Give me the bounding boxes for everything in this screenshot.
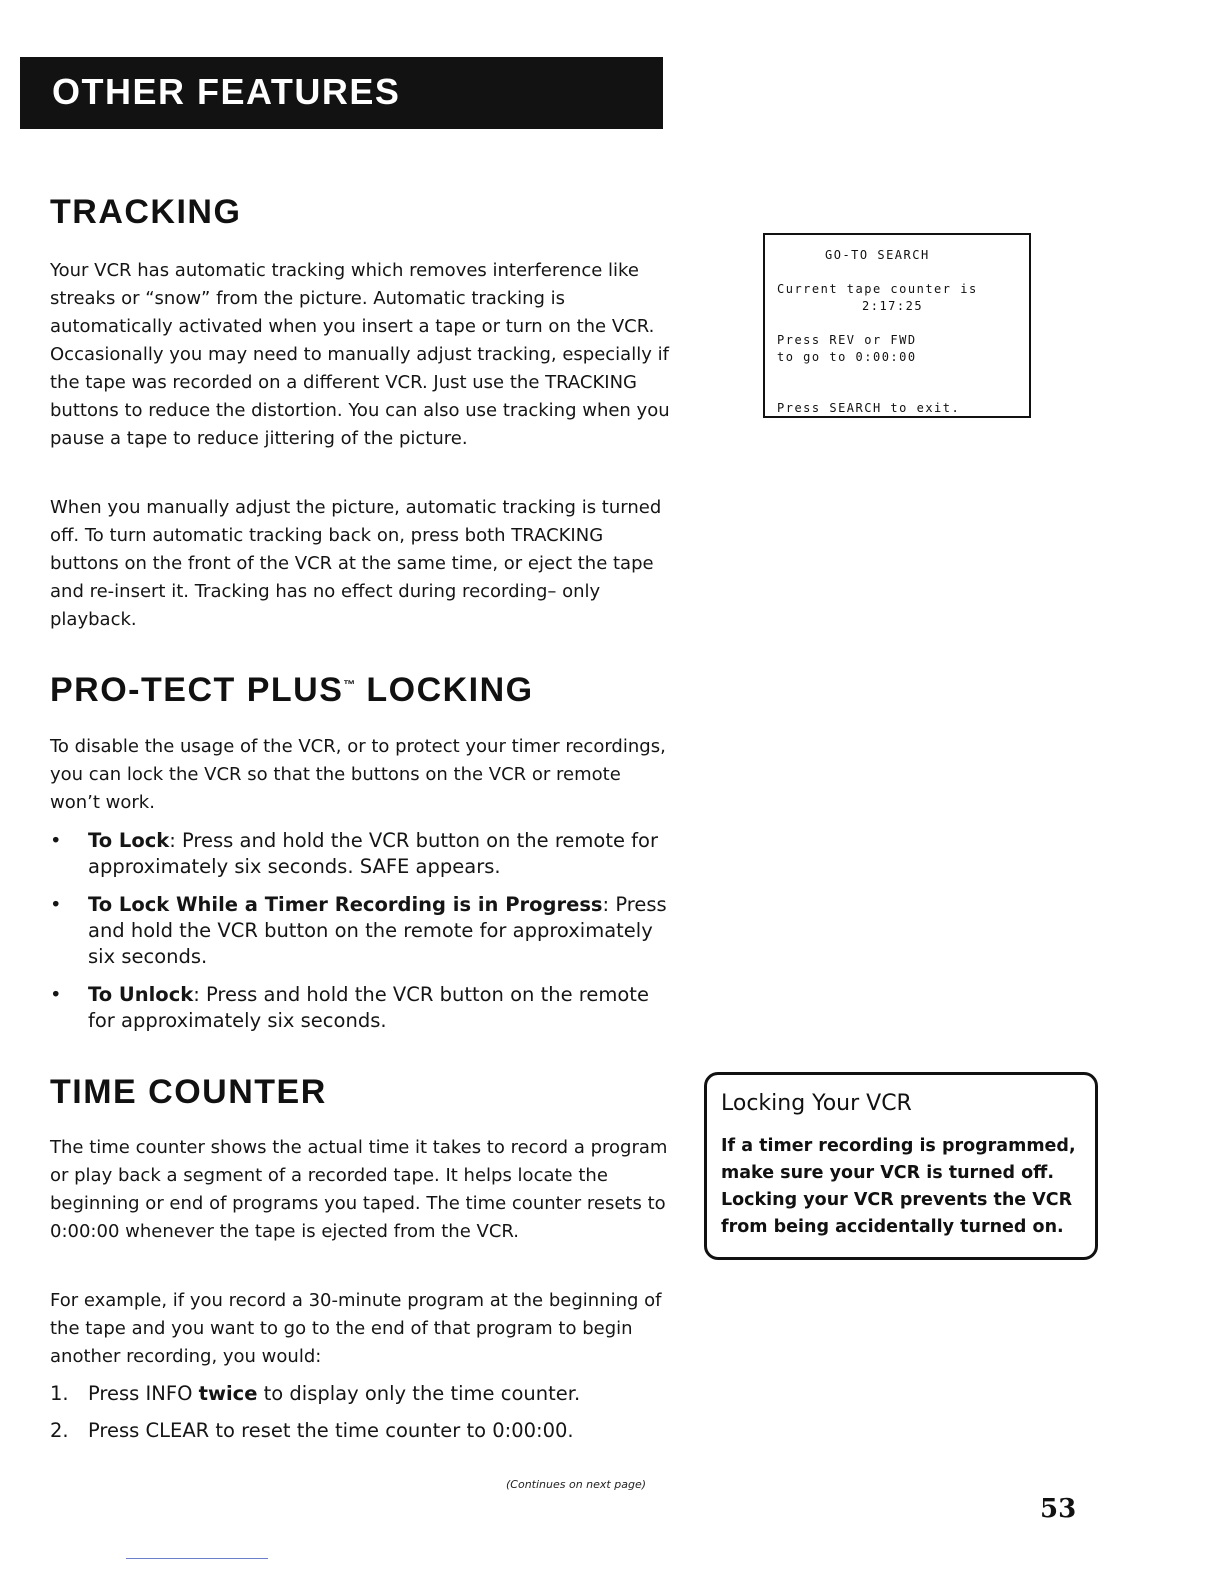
step-text: Press CLEAR to reset the time counter to 0:00:00. (88, 1419, 574, 1442)
protect-heading (50, 671, 534, 710)
goto-search-screen (763, 233, 1031, 418)
list-item (40, 982, 670, 1034)
continues-note: (Continues on next page) (506, 1478, 647, 1491)
step-number: 2. (50, 1419, 69, 1442)
tracking-heading: TRACKING (50, 193, 242, 231)
step-bold: twice (198, 1382, 258, 1405)
bullet-label: To Lock While a Timer Recording is in Progress (88, 893, 603, 916)
time-counter-paragraph-2: For example, if you record a 30-minute program at the beginning of the tape and you want to go to the end of that program to begin another recording, you would: (50, 1290, 662, 1367)
footer-divider (126, 1558, 268, 1559)
screen-line-exit: Press SEARCH to exit. (777, 401, 961, 415)
protect-intro: To disable the usage of the VCR, or to protect your timer recordings, you can lock the VCR so that the buttons on the VCR or remote won’t work. (50, 736, 666, 813)
tracking-paragraph-2: When you manually adjust the picture, automatic tracking is turned off. To turn automatic tracking back on, press both TRACKING buttons on the front of the VCR at the same time, or eject the tape and re-insert it. Tracking has no effect during recording– only playback. (50, 497, 662, 630)
bullet-icon: • (50, 829, 62, 852)
bullet-icon: • (50, 983, 62, 1006)
list-item (50, 1381, 670, 1407)
screen-counter-value: 2:17:25 (862, 299, 924, 313)
step-text: Press INFO (88, 1382, 199, 1405)
bullet-label: To Unlock (88, 983, 194, 1006)
trademark-symbol: ™ (343, 677, 356, 692)
time-counter-paragraph-1: The time counter shows the actual time it takes to record a program or play back a segment of a recorded tape. It helps locate the beginning or end of programs you taped. The time counter resets to 0:00:00 whenever the tape is ejected from the VCR. (50, 1137, 668, 1242)
time-counter-heading: TIME COUNTER (50, 1073, 327, 1111)
protect-heading-suffix: LOCKING (355, 671, 534, 709)
bullet-text: : Press and hold the VCR button on the remote for approximately six seconds. SAFE appears. (88, 829, 658, 878)
screen-line-counter-label: Current tape counter is (777, 282, 978, 296)
tracking-paragraph-1: Your VCR has automatic tracking which removes interference like streaks or “snow” from the picture. Automatic tracking is automatically activated when you insert a tape or turn on the VCR. Occasionally you may need to manually adjust tracking, especially if the tape was recorded on a different VCR. Just use the TRACKING buttons to reduce the distortion. You can also use tracking when you pause a tape to reduce jittering of the picture. (50, 260, 670, 449)
bullet-label: To Lock (88, 829, 170, 852)
locking-tip-box (704, 1072, 1098, 1260)
bullet-text: : Press and hold the VCR button on the remote for approximately six seconds. (88, 983, 649, 1032)
screen-title: GO-TO SEARCH (825, 248, 930, 262)
list-item (40, 828, 670, 880)
step-number: 1. (50, 1382, 69, 1405)
screen-line-goto: to go to 0:00:00 (777, 350, 917, 364)
list-item (40, 892, 670, 970)
bullet-text: : Press and hold the VCR button on the remote for approximately six seconds. (88, 893, 667, 968)
list-item (50, 1418, 670, 1444)
page-number: 53 (1040, 1494, 1077, 1524)
lock-instructions-list (40, 828, 670, 1046)
bullet-icon: • (50, 893, 62, 916)
banner-title: OTHER FEATURES (52, 71, 401, 112)
time-counter-steps (50, 1381, 670, 1455)
protect-heading-main: PRO-TECT PLUS (50, 671, 344, 709)
section-banner (20, 57, 663, 129)
screen-line-rev-fwd: Press REV or FWD (777, 333, 917, 347)
step-text-end: to display only the time counter. (257, 1382, 581, 1405)
tip-title: Locking Your VCR (721, 1091, 912, 1116)
tip-text: If a timer recording is programmed, make sure your VCR is turned off. Locking your VCR prevents the VCR from being accidentally turned on. (721, 1136, 1076, 1237)
